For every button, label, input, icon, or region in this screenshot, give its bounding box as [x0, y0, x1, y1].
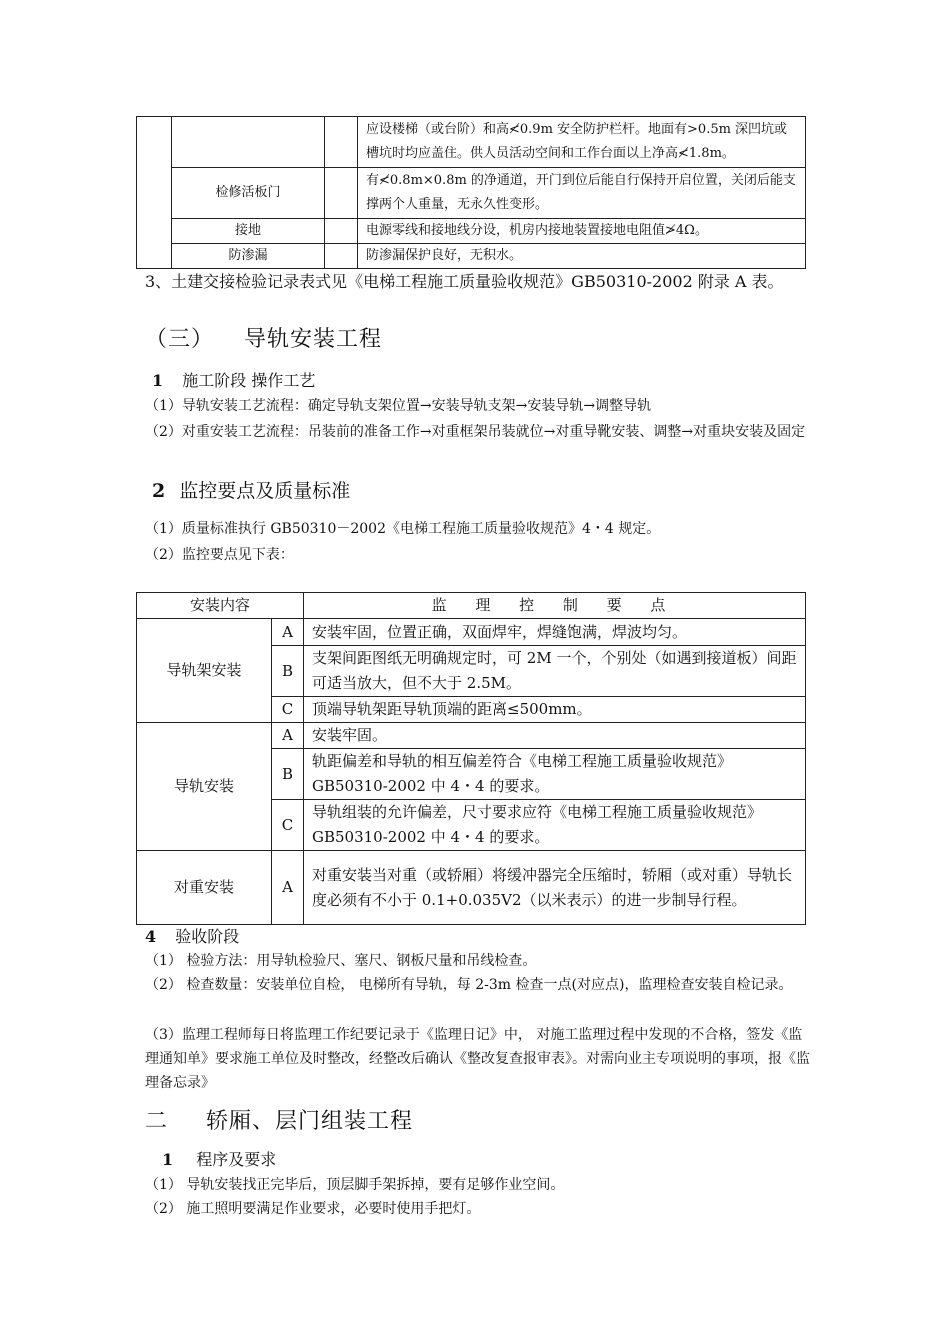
group-name: 导轨安装	[137, 723, 272, 851]
record-paragraph: 3、土建交接检验记录表式见《电梯工程施工质量验收规范》GB50310-2002 附录 A 表。	[145, 272, 784, 291]
stage-title: 施工阶段 操作工艺	[182, 371, 316, 390]
stage-heading	[162, 1147, 276, 1170]
table-row-text: 有≮0.8m×0.8m 的净通道，开门到位后能自行保持开启位置，关闭后能支撑两个人重量，无永久性变形。	[358, 168, 806, 219]
table-header-points: 监 理 控 制 要 点	[304, 593, 806, 619]
item-text: 导轨组装的允许偏差，尺寸要求应符《电梯工程施工质量验收规范》GB50310-2002 中 4・4 的要求。	[304, 800, 806, 851]
quality-item: （1）质量标准执行 GB50310－2002《电梯工程施工质量验收规范》4・4 规定。	[145, 521, 661, 537]
acceptance-item: （1） 检验方法：用导轨检验尺、塞尺、钢板尺量和吊线检查。	[145, 953, 537, 969]
table-row-label	[172, 117, 325, 168]
stage-heading	[152, 476, 350, 503]
civil-handover-table	[136, 116, 806, 269]
group-name: 导轨架安装	[137, 619, 272, 723]
item-code: A	[272, 723, 304, 749]
procedure-item: （1） 导轨安装找正完毕后，顶层脚手架拆掉，要有足够作业空间。	[145, 1177, 565, 1193]
item-code: B	[272, 749, 304, 800]
stage-number: 1	[162, 1150, 174, 1169]
table-row-label: 防渗漏	[172, 244, 325, 269]
item-text: 顶端导轨架距导轨顶端的距离≤500mm。	[304, 697, 806, 723]
stage-number: 4	[145, 927, 157, 946]
item-text: 对重安装当对重（或轿厢）将缓冲器完全压缩时，轿厢（或对重）导轨长度必须有不小于 0.1+0.035V2（以米表示）的进一步制导行程。	[304, 851, 806, 925]
stage-number: 2	[152, 480, 166, 502]
table-row-label: 检修活板门	[172, 168, 325, 219]
stage-number: 1	[152, 371, 164, 390]
table-row-text: 电源零线和接地线分设，机房内接地装置接地电阻值≯4Ω。	[358, 219, 806, 244]
item-code: B	[272, 646, 304, 697]
table-row-text: 应设楼梯（或台阶）和高≮0.9m 安全防护栏杆。地面有>0.5m 深凹坑或槽坑时均应盖住。供人员活动空间和工作台面以上净高≮1.8m。	[358, 117, 806, 168]
section-title: 导轨安装工程	[244, 327, 383, 352]
table-row-label: 接地	[172, 219, 325, 244]
monitoring-table	[136, 592, 806, 925]
section-number: 二	[145, 1109, 169, 1134]
process-item: （2）对重安装工艺流程：吊装前的准备工作→对重框架吊装就位→对重导靴安装、调整→对重块安装及固定	[145, 424, 806, 440]
stage-title: 监控要点及质量标准	[179, 480, 351, 502]
item-code: C	[272, 800, 304, 851]
stage-heading	[145, 924, 239, 947]
stage-title: 验收阶段	[175, 927, 240, 946]
section-heading-car-doors	[145, 1104, 413, 1135]
process-item: （1）导轨安装工艺流程：确定导轨支架位置→安装导轨支架→安装导轨→调整导轨	[145, 398, 652, 414]
item-code: C	[272, 697, 304, 723]
item-code: A	[272, 619, 304, 646]
acceptance-item: （2） 检查数量：安装单位自检， 电梯所有导轨，每 2-3m 检查一点(对应点)，监理检查安装自检记录。	[145, 977, 793, 993]
table-row-text: 防渗漏保护良好，无积水。	[358, 244, 806, 269]
acceptance-item: （3）监理工程师每日将监理工作纪要记录于《监理日记》中， 对施工监理过程中发现的不合格，签发《监理通知单》要求施工单位及时整改，经整改后确认《整改复查报审表》。对需向业主专项说明的事项，报《监理备忘录》	[145, 1027, 810, 1091]
section-title: 轿厢、层门组装工程	[206, 1109, 414, 1134]
item-code: A	[272, 851, 304, 925]
section-number: （三）	[145, 327, 215, 352]
stage-title: 程序及要求	[196, 1150, 277, 1169]
item-text: 轨距偏差和导轨的相互偏差符合《电梯工程施工质量验收规范》GB50310-2002 中 4・4 的要求。	[304, 749, 806, 800]
quality-item: （2）监控要点见下表：	[145, 547, 294, 563]
group-name: 对重安装	[137, 851, 272, 925]
item-text: 安装牢固。	[304, 723, 806, 749]
item-text: 安装牢固，位置正确，双面焊牢，焊缝饱满，焊波均匀。	[304, 619, 806, 646]
table-merged-cell	[137, 117, 172, 269]
stage-heading	[152, 368, 315, 391]
procedure-item: （2） 施工照明要满足作业要求，必要时使用手把灯。	[145, 1201, 481, 1217]
item-text: 支架间距图纸无明确规定时，可 2M 一个，个别处（如遇到接道板）间距可适当放大，但不大于 2.5M。	[304, 646, 806, 697]
section-heading-guide-rail	[145, 322, 382, 353]
table-header-content: 安装内容	[137, 593, 304, 619]
